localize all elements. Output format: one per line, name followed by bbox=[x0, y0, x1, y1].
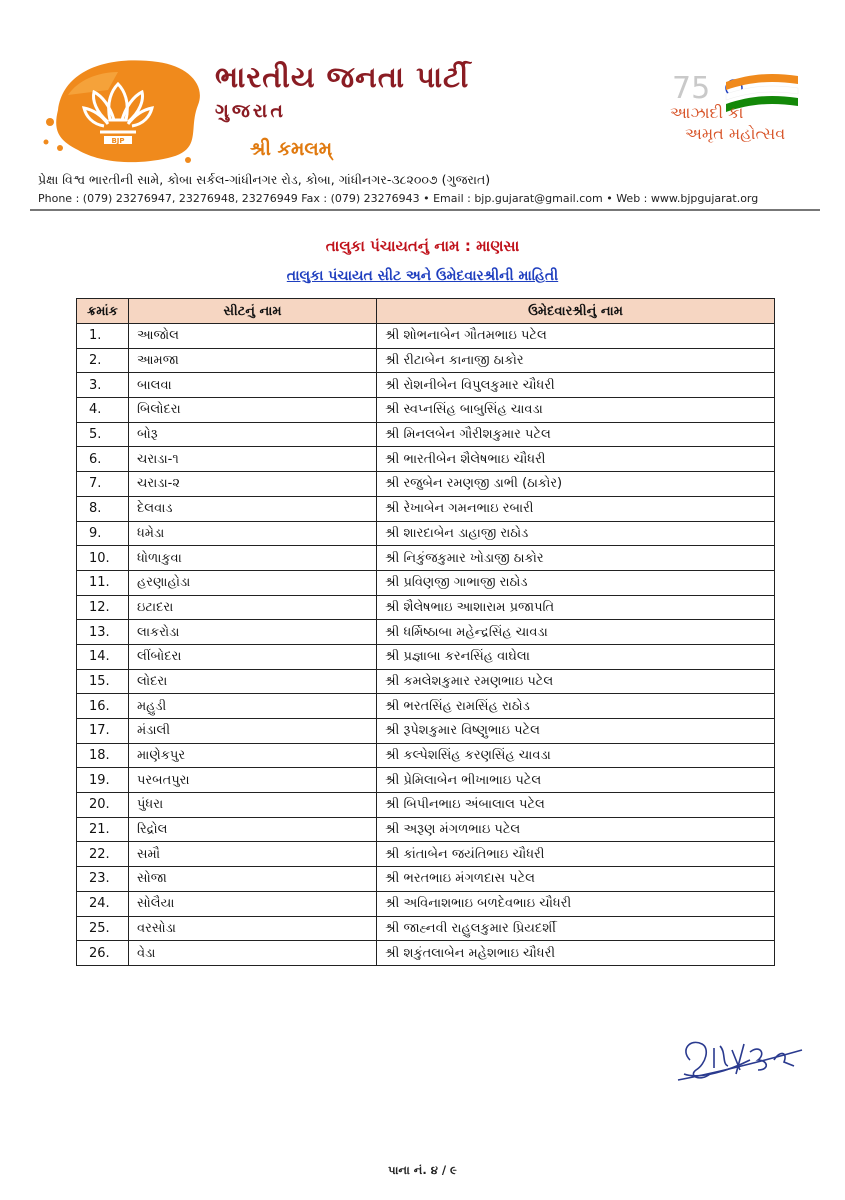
logo-caption: BJP bbox=[111, 137, 125, 145]
serial-number-cell: 25. bbox=[77, 916, 129, 941]
candidate-name-cell: શ્રી રૂપેશકુમાર વિષ્ણુભાઇ પટેલ bbox=[377, 719, 775, 744]
table-row bbox=[77, 620, 775, 645]
seat-name-cell: લીંબોદરા bbox=[129, 644, 377, 669]
azadi-number: 75 bbox=[672, 71, 711, 106]
serial-number-cell: 5. bbox=[77, 422, 129, 447]
serial-number-cell: 21. bbox=[77, 817, 129, 842]
org-state: ગુજરાત bbox=[215, 100, 286, 122]
column-header-serial: ક્રમાંક bbox=[77, 299, 129, 324]
serial-number-cell: 26. bbox=[77, 941, 129, 966]
seat-candidate-subheading: તાલુકા પંચાયત સીટ અને ઉમેદવારશ્રીની માહિતી bbox=[286, 268, 559, 284]
candidate-name-cell: શ્રી ધર્મિષ્ઠાબા મહેન્દ્રસિંહ ચાવડા bbox=[377, 620, 775, 645]
contact-line: Phone : (079) 23276947, 23276948, 23276949 Fax : (079) 23276943 • Email : bjp.gujarat@gmail.com • Web : www.bjpgujarat.org bbox=[38, 192, 759, 205]
candidate-name-cell: શ્રી રોશનીબેન વિપુલકુમાર ચૌધરી bbox=[377, 373, 775, 398]
serial-number-cell: 8. bbox=[77, 496, 129, 521]
address-line: પ્રેક્ષા વિશ્વ ભારતીની સામે, કોબા સર્કલ-ગાંધીનગર રોડ, કોબા, ગાંધીનગર-૩૮૨૦૦૭ (ગુજરાત) bbox=[38, 172, 491, 187]
seat-name-cell: લાકરોડા bbox=[129, 620, 377, 645]
serial-number-cell: 16. bbox=[77, 694, 129, 719]
table-row bbox=[77, 941, 775, 966]
table-row bbox=[77, 644, 775, 669]
seat-name-cell: આજોલ bbox=[129, 324, 377, 349]
table-row bbox=[77, 793, 775, 818]
candidate-name-cell: શ્રી ભરતભાઇ મંગળદાસ પટેલ bbox=[377, 867, 775, 892]
serial-number-cell: 6. bbox=[77, 447, 129, 472]
table-row bbox=[77, 768, 775, 793]
seat-name-cell: વરસોડા bbox=[129, 916, 377, 941]
table-row bbox=[77, 570, 775, 595]
table-row bbox=[77, 348, 775, 373]
serial-number-cell: 2. bbox=[77, 348, 129, 373]
serial-number-cell: 19. bbox=[77, 768, 129, 793]
seat-name-cell: પરબતપુરા bbox=[129, 768, 377, 793]
table-row bbox=[77, 472, 775, 497]
column-header-candidate: ઉમેદવારશ્રીનું નામ bbox=[377, 299, 775, 324]
serial-number-cell: 9. bbox=[77, 521, 129, 546]
table-row bbox=[77, 496, 775, 521]
table-row bbox=[77, 521, 775, 546]
seat-name-cell: વેડા bbox=[129, 941, 377, 966]
seat-name-cell: બાલવા bbox=[129, 373, 377, 398]
candidate-name-cell: શ્રી શકુંતલાબેન મહેશભાઇ ચૌધરી bbox=[377, 941, 775, 966]
table-row bbox=[77, 595, 775, 620]
handwritten-signature bbox=[670, 1030, 810, 1090]
candidate-name-cell: શ્રી મિનલબેન ગૌરીશકુમાર પટેલ bbox=[377, 422, 775, 447]
signature-text: ઓ.મ્ ૧૮/૧૨ bbox=[670, 1030, 676, 1031]
table-row bbox=[77, 916, 775, 941]
seat-name-cell: મહુડી bbox=[129, 694, 377, 719]
table-row bbox=[77, 373, 775, 398]
azadi-line1: આઝાદી કા bbox=[670, 103, 744, 122]
table-row bbox=[77, 743, 775, 768]
seat-name-cell: બોરૂ bbox=[129, 422, 377, 447]
serial-number-cell: 7. bbox=[77, 472, 129, 497]
seat-name-cell: બિલોદરા bbox=[129, 398, 377, 423]
candidate-name-cell: શ્રી કલ્પેશસિંહ કરણસિંહ ચાવડા bbox=[377, 743, 775, 768]
serial-number-cell: 23. bbox=[77, 867, 129, 892]
table-row bbox=[77, 422, 775, 447]
candidate-name-cell: શ્રી અવિનાશભાઇ બળદેવભાઇ ચૌધરી bbox=[377, 891, 775, 916]
org-name: ભારતીય જનતા પાર્ટી bbox=[215, 60, 470, 94]
azadi-line2: અમૃત મહોત્સવ bbox=[685, 124, 786, 143]
table-row bbox=[77, 867, 775, 892]
seat-name-cell: ચરાડા-૨ bbox=[129, 472, 377, 497]
candidate-name-cell: શ્રી ભારતીબેન શૈલેષભાઇ ચૌધરી bbox=[377, 447, 775, 472]
table-row bbox=[77, 891, 775, 916]
page-number: પાના નં. ૪ / ૯ bbox=[388, 1163, 457, 1177]
serial-number-cell: 18. bbox=[77, 743, 129, 768]
table-row bbox=[77, 842, 775, 867]
candidate-name-cell: શ્રી નિકુંજકુમાર ખોડાજી ઠાકોર bbox=[377, 546, 775, 571]
table-row bbox=[77, 398, 775, 423]
seat-name-cell: સમૌ bbox=[129, 842, 377, 867]
candidate-name-cell: શ્રી પ્રવિણજી ગાભાજી રાઠોડ bbox=[377, 570, 775, 595]
table-header-row bbox=[77, 299, 775, 324]
candidate-name-cell: શ્રી પ્રજ્ઞાબા કરનસિંહ વાઘેલા bbox=[377, 644, 775, 669]
serial-number-cell: 12. bbox=[77, 595, 129, 620]
candidate-name-cell: શ્રી ભરતસિંહ રામસિંહ રાઠોડ bbox=[377, 694, 775, 719]
serial-number-cell: 20. bbox=[77, 793, 129, 818]
candidate-name-cell: શ્રી સ્વપ્નસિંહ બાબુસિંહ ચાવડા bbox=[377, 398, 775, 423]
seat-name-cell: રિદ્રોલ bbox=[129, 817, 377, 842]
candidate-name-cell: શ્રી પ્રેમિલાબેન ભીખાભાઇ પટેલ bbox=[377, 768, 775, 793]
candidate-name-cell: શ્રી રજુબેન રમણજી ડાભી (ઠાકોર) bbox=[377, 472, 775, 497]
org-slogan: શ્રી કમલમ્ bbox=[250, 138, 333, 160]
seat-name-cell: હરણાહોડા bbox=[129, 570, 377, 595]
table-row bbox=[77, 817, 775, 842]
candidate-name-cell: શ્રી શોભનાબેન ગૌતમભાઇ પટેલ bbox=[377, 324, 775, 349]
table-row bbox=[77, 669, 775, 694]
serial-number-cell: 11. bbox=[77, 570, 129, 595]
seat-name-cell: માણેકપુર bbox=[129, 743, 377, 768]
serial-number-cell: 14. bbox=[77, 644, 129, 669]
seat-name-cell: સોલૈયા bbox=[129, 891, 377, 916]
seat-name-cell: ચરાડા-૧ bbox=[129, 447, 377, 472]
table-row bbox=[77, 324, 775, 349]
seat-candidate-table bbox=[76, 298, 775, 966]
serial-number-cell: 1. bbox=[77, 324, 129, 349]
serial-number-cell: 22. bbox=[77, 842, 129, 867]
taluka-panchayat-heading: તાલુકા પંચાયતનું નામ : માણસા bbox=[325, 237, 520, 255]
serial-number-cell: 10. bbox=[77, 546, 129, 571]
seat-name-cell: મંડાલી bbox=[129, 719, 377, 744]
candidate-name-cell: શ્રી કાંતાબેન જયંતિભાઇ ચૌધરી bbox=[377, 842, 775, 867]
serial-number-cell: 4. bbox=[77, 398, 129, 423]
seat-name-cell: આમજા bbox=[129, 348, 377, 373]
serial-number-cell: 17. bbox=[77, 719, 129, 744]
header-divider bbox=[30, 209, 820, 211]
candidate-name-cell: શ્રી જાહ્નવી રાહુલકુમાર પ્રિયદર્શી bbox=[377, 916, 775, 941]
table-row bbox=[77, 719, 775, 744]
seat-name-cell: દેલવાડ bbox=[129, 496, 377, 521]
table-row bbox=[77, 694, 775, 719]
seat-name-cell: ધમેડા bbox=[129, 521, 377, 546]
candidate-name-cell: શ્રી શૈલેષભાઇ આશારામ પ્રજાપતિ bbox=[377, 595, 775, 620]
table-row bbox=[77, 447, 775, 472]
seat-name-cell: પુંધરા bbox=[129, 793, 377, 818]
bjp-lotus-logo-icon bbox=[38, 50, 208, 170]
candidate-name-cell: શ્રી કમલેશકુમાર રમણભાઇ પટેલ bbox=[377, 669, 775, 694]
serial-number-cell: 3. bbox=[77, 373, 129, 398]
seat-name-cell: ઇટાદરા bbox=[129, 595, 377, 620]
candidate-name-cell: શ્રી રીટાબેન કાનાજી ઠાકોર bbox=[377, 348, 775, 373]
seat-name-cell: સોજા bbox=[129, 867, 377, 892]
seat-name-cell: લોદરા bbox=[129, 669, 377, 694]
serial-number-cell: 24. bbox=[77, 891, 129, 916]
column-header-seat: સીટનું નામ bbox=[129, 299, 377, 324]
candidate-name-cell: શ્રી બિપીનભાઇ અંબાલાલ પટેલ bbox=[377, 793, 775, 818]
candidate-name-cell: શ્રી શારદાબેન ડાહાજી રાઠોડ bbox=[377, 521, 775, 546]
serial-number-cell: 13. bbox=[77, 620, 129, 645]
candidate-name-cell: શ્રી રેખાબેન ગમનભાઇ રબારી bbox=[377, 496, 775, 521]
seat-name-cell: ધોળાકુવા bbox=[129, 546, 377, 571]
table-row bbox=[77, 546, 775, 571]
table-body bbox=[77, 324, 775, 966]
candidate-name-cell: શ્રી અરૂણ મંગળભાઇ પટેલ bbox=[377, 817, 775, 842]
serial-number-cell: 15. bbox=[77, 669, 129, 694]
